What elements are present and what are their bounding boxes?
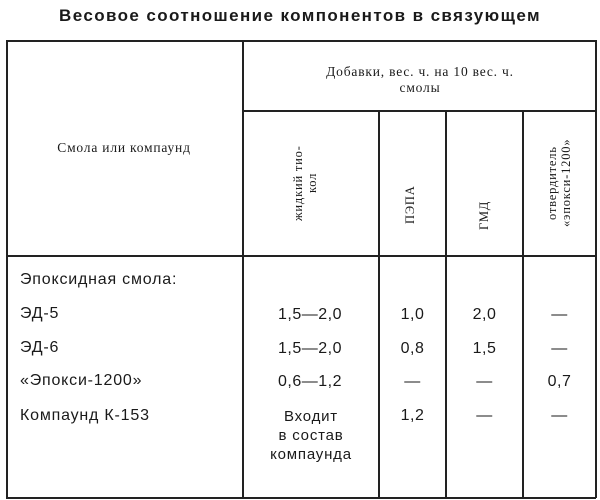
table-top-border	[6, 40, 596, 42]
cell-thiokol: 1,5—2,0	[278, 340, 342, 357]
column-header-hardener: отвердитель «эпокси-1200»	[545, 138, 573, 228]
cell-thiokol: 1,5—2,0	[278, 306, 342, 323]
cell-hardener: —	[551, 407, 568, 424]
cell-gmd: —	[476, 373, 493, 390]
cell-pepa: 1,0	[400, 306, 425, 323]
table-right-border	[595, 40, 597, 498]
cell-hardener: 0,7	[547, 373, 572, 390]
cell-gmd: —	[476, 407, 493, 424]
page-title: Весовое соотношение компонентов в связующем	[59, 6, 541, 25]
cell-thiokol: 0,6—1,2	[278, 373, 342, 390]
column-divider-3	[445, 110, 447, 498]
cell-thiokol: Входит в состав компаунда	[270, 408, 352, 463]
row-name: «Эпокси-1200»	[20, 372, 143, 389]
row-label-header: Смола или компаунд	[57, 140, 191, 155]
cell-gmd: 1,5	[472, 340, 497, 357]
table-bottom-border	[6, 497, 596, 499]
table-left-border	[6, 40, 8, 498]
section-title: Эпоксидная смола:	[20, 271, 178, 288]
cell-hardener: —	[551, 306, 568, 323]
group-label-header-line1: Добавки, вес. ч. на 10 вес. ч.	[326, 64, 514, 79]
cell-gmd: 2,0	[472, 306, 497, 323]
table-header-divider	[6, 255, 596, 257]
column-header-pepa: ПЭПА	[403, 185, 417, 225]
column-divider-1	[242, 40, 244, 498]
row-name: ЭД-5	[20, 305, 60, 322]
cell-hardener: —	[551, 340, 568, 357]
column-divider-2	[378, 110, 380, 498]
subheader-divider	[242, 110, 596, 112]
row-name: Компаунд К-153	[20, 407, 150, 424]
cell-pepa: 1,2	[400, 407, 425, 424]
column-divider-4	[522, 110, 524, 498]
cell-pepa: 0,8	[400, 340, 425, 357]
column-header-thiokol: жидкий тио- кол	[291, 145, 319, 221]
group-label-header-line2: смолы	[399, 80, 441, 95]
cell-pepa: —	[404, 373, 421, 390]
column-header-gmd: ГМД	[477, 200, 491, 230]
row-name: ЭД-6	[20, 339, 60, 356]
